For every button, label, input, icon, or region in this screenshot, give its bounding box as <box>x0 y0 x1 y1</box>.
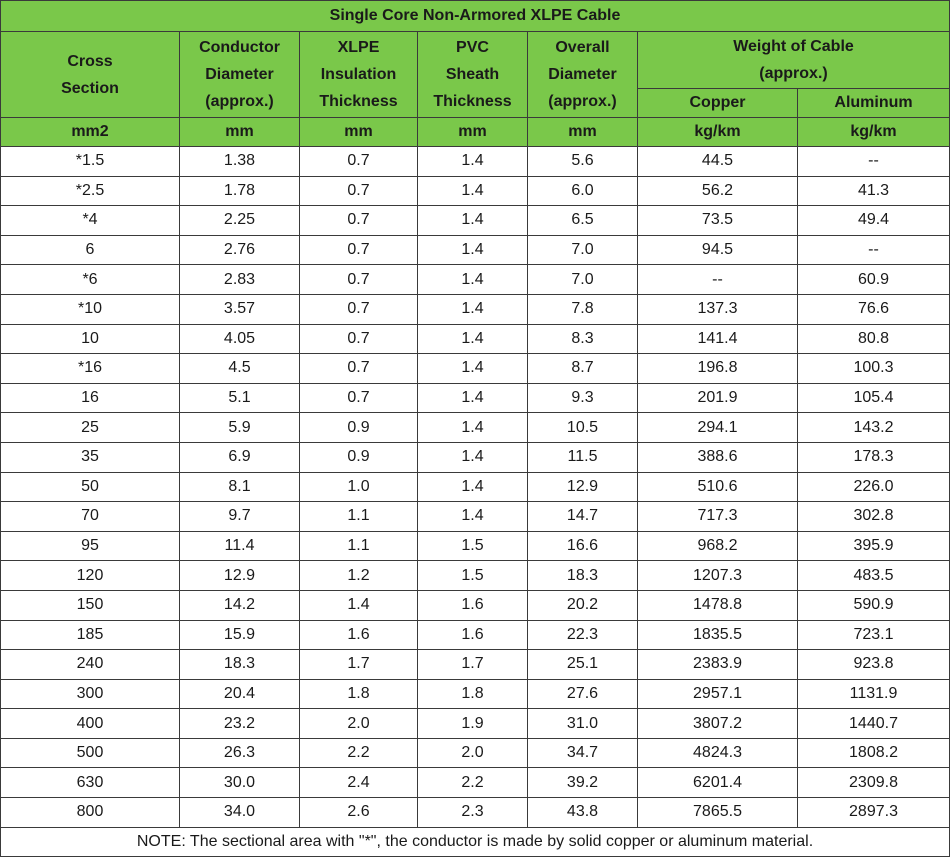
table-cell: 1.7 <box>300 650 418 680</box>
table-cell: 6.5 <box>528 206 638 236</box>
table-row <box>1 206 950 236</box>
table-row <box>1 650 950 680</box>
unit-cell: mm <box>180 118 300 147</box>
table-cell: 1.4 <box>418 442 528 472</box>
table-cell: 18.3 <box>528 561 638 591</box>
table-cell: 1.6 <box>418 620 528 650</box>
table-cell: 500 <box>1 738 180 768</box>
table-cell: 5.9 <box>180 413 300 443</box>
table-cell: 10 <box>1 324 180 354</box>
table-cell: 1.4 <box>418 265 528 295</box>
table-cell: 2.0 <box>300 709 418 739</box>
table-cell: 30.0 <box>180 768 300 798</box>
table-cell: 143.2 <box>798 413 950 443</box>
table-cell: 7.0 <box>528 235 638 265</box>
table-cell: 968.2 <box>638 531 798 561</box>
table-row <box>1 620 950 650</box>
table-cell: 630 <box>1 768 180 798</box>
table-cell: 12.9 <box>180 561 300 591</box>
table-cell: 2.76 <box>180 235 300 265</box>
table-cell: 0.7 <box>300 176 418 206</box>
table-cell: 2957.1 <box>638 679 798 709</box>
table-cell: 483.5 <box>798 561 950 591</box>
table-cell: 1.5 <box>418 531 528 561</box>
table-cell: 3.57 <box>180 294 300 324</box>
table-cell: 1.1 <box>300 531 418 561</box>
table-row <box>1 324 950 354</box>
table-cell: 1.6 <box>300 620 418 650</box>
table-cell: 1.4 <box>418 206 528 236</box>
table-cell: 400 <box>1 709 180 739</box>
table-cell: 1.4 <box>418 324 528 354</box>
table-cell: 100.3 <box>798 354 950 384</box>
table-row <box>1 265 950 295</box>
table-cell: -- <box>798 147 950 177</box>
table-cell: 0.7 <box>300 147 418 177</box>
table-row <box>1 176 950 206</box>
table-cell: 16.6 <box>528 531 638 561</box>
table-cell: 5.6 <box>528 147 638 177</box>
table-cell: 80.8 <box>798 324 950 354</box>
table-cell: 2.6 <box>300 798 418 828</box>
table-cell: 800 <box>1 798 180 828</box>
table-cell: 1.9 <box>418 709 528 739</box>
table-cell: 141.4 <box>638 324 798 354</box>
table-cell: 395.9 <box>798 531 950 561</box>
table-cell: 201.9 <box>638 383 798 413</box>
header-overall-diameter: Overall Diameter (approx.) <box>528 32 638 118</box>
table-cell: 6 <box>1 235 180 265</box>
table-cell: 50 <box>1 472 180 502</box>
table-cell: *16 <box>1 354 180 384</box>
table-cell: 1.5 <box>418 561 528 591</box>
table-cell: 717.3 <box>638 502 798 532</box>
table-cell: 120 <box>1 561 180 591</box>
table-cell: 95 <box>1 531 180 561</box>
table-cell: 20.2 <box>528 590 638 620</box>
table-cell: 1808.2 <box>798 738 950 768</box>
table-cell: 18.3 <box>180 650 300 680</box>
table-cell: 150 <box>1 590 180 620</box>
table-cell: 1.78 <box>180 176 300 206</box>
table-cell: 1.4 <box>418 413 528 443</box>
table-cell: 2.25 <box>180 206 300 236</box>
table-cell: 294.1 <box>638 413 798 443</box>
table-cell: 1.4 <box>418 354 528 384</box>
table-cell: 2897.3 <box>798 798 950 828</box>
table-row <box>1 354 950 384</box>
table-cell: 34.0 <box>180 798 300 828</box>
units-row <box>1 118 950 147</box>
table-cell: 185 <box>1 620 180 650</box>
table-cell: 35 <box>1 442 180 472</box>
table-cell: 10.5 <box>528 413 638 443</box>
table-cell: 4.5 <box>180 354 300 384</box>
unit-cell: mm <box>418 118 528 147</box>
table-cell: 23.2 <box>180 709 300 739</box>
table-cell: 1.4 <box>418 176 528 206</box>
header-copper: Copper <box>638 89 798 118</box>
table-cell: 20.4 <box>180 679 300 709</box>
table-cell: 2.0 <box>418 738 528 768</box>
table-cell: 31.0 <box>528 709 638 739</box>
table-cell: 590.9 <box>798 590 950 620</box>
table-cell: 0.7 <box>300 383 418 413</box>
table-cell: *1.5 <box>1 147 180 177</box>
table-cell: 25 <box>1 413 180 443</box>
table-cell: 4824.3 <box>638 738 798 768</box>
table-cell: 12.9 <box>528 472 638 502</box>
table-cell: 1207.3 <box>638 561 798 591</box>
table-cell: 1.4 <box>418 472 528 502</box>
table-cell: 1.2 <box>300 561 418 591</box>
table-cell: 105.4 <box>798 383 950 413</box>
table-cell: 0.7 <box>300 235 418 265</box>
table-cell: 302.8 <box>798 502 950 532</box>
header-xlpe-insulation: XLPE Insulation Thickness <box>300 32 418 118</box>
table-row <box>1 679 950 709</box>
table-cell: 1.8 <box>418 679 528 709</box>
table-cell: 0.9 <box>300 442 418 472</box>
table-cell: 27.6 <box>528 679 638 709</box>
header-cross-section: Cross Section <box>1 32 180 118</box>
table-cell: 25.1 <box>528 650 638 680</box>
table-cell: 1.4 <box>418 235 528 265</box>
table-body <box>1 147 950 828</box>
table-cell: 0.7 <box>300 324 418 354</box>
table-cell: 510.6 <box>638 472 798 502</box>
table-row <box>1 147 950 177</box>
table-cell: 7.8 <box>528 294 638 324</box>
table-row <box>1 561 950 591</box>
table-row <box>1 738 950 768</box>
unit-cell: mm2 <box>1 118 180 147</box>
table-cell: 2309.8 <box>798 768 950 798</box>
table-cell: 1.8 <box>300 679 418 709</box>
table-cell: 6.9 <box>180 442 300 472</box>
table-cell: 8.1 <box>180 472 300 502</box>
unit-cell: kg/km <box>638 118 798 147</box>
table-cell: 0.9 <box>300 413 418 443</box>
header-aluminum: Aluminum <box>798 89 950 118</box>
header-pvc-sheath: PVC Sheath Thickness <box>418 32 528 118</box>
table-cell: -- <box>798 235 950 265</box>
table-cell: 15.9 <box>180 620 300 650</box>
table-cell: 0.7 <box>300 354 418 384</box>
table-cell: 70 <box>1 502 180 532</box>
table-cell: 1.4 <box>418 383 528 413</box>
table-cell: 8.3 <box>528 324 638 354</box>
table-cell: 44.5 <box>638 147 798 177</box>
table-cell: 22.3 <box>528 620 638 650</box>
table-cell: 49.4 <box>798 206 950 236</box>
table-row <box>1 235 950 265</box>
table-cell: *10 <box>1 294 180 324</box>
table-row <box>1 383 950 413</box>
table-row <box>1 768 950 798</box>
table-cell: 1131.9 <box>798 679 950 709</box>
unit-cell: mm <box>528 118 638 147</box>
table-cell: 6.0 <box>528 176 638 206</box>
table-cell: 1.4 <box>418 502 528 532</box>
table-cell: 14.7 <box>528 502 638 532</box>
table-cell: 1.0 <box>300 472 418 502</box>
table-cell: 137.3 <box>638 294 798 324</box>
table-cell: 16 <box>1 383 180 413</box>
table-cell: 1.38 <box>180 147 300 177</box>
header-weight-of-cable: Weight of Cable (approx.) <box>638 32 950 89</box>
table-cell: 60.9 <box>798 265 950 295</box>
table-cell: 26.3 <box>180 738 300 768</box>
table-cell: 11.4 <box>180 531 300 561</box>
table-row <box>1 442 950 472</box>
table-cell: 6201.4 <box>638 768 798 798</box>
unit-cell: mm <box>300 118 418 147</box>
table-cell: 723.1 <box>798 620 950 650</box>
table-cell: 1.4 <box>300 590 418 620</box>
table-cell: -- <box>638 265 798 295</box>
table-cell: 1.1 <box>300 502 418 532</box>
table-row <box>1 294 950 324</box>
table-cell: *4 <box>1 206 180 236</box>
table-cell: 2.2 <box>418 768 528 798</box>
table-title: Single Core Non-Armored XLPE Cable <box>1 1 950 32</box>
table-cell: 34.7 <box>528 738 638 768</box>
table-cell: 76.6 <box>798 294 950 324</box>
table-cell: 0.7 <box>300 294 418 324</box>
table-cell: 1835.5 <box>638 620 798 650</box>
table-cell: 2.2 <box>300 738 418 768</box>
table-cell: 73.5 <box>638 206 798 236</box>
table-cell: 1.6 <box>418 590 528 620</box>
table-cell: 4.05 <box>180 324 300 354</box>
table-cell: 8.7 <box>528 354 638 384</box>
table-row <box>1 798 950 828</box>
table-row <box>1 502 950 532</box>
table-cell: 226.0 <box>798 472 950 502</box>
unit-cell: kg/km <box>798 118 950 147</box>
table-cell: 1440.7 <box>798 709 950 739</box>
table-cell: 0.7 <box>300 206 418 236</box>
table-cell: 39.2 <box>528 768 638 798</box>
table-cell: 2.3 <box>418 798 528 828</box>
table-cell: 178.3 <box>798 442 950 472</box>
table-cell: *6 <box>1 265 180 295</box>
table-row <box>1 590 950 620</box>
table-cell: 1.4 <box>418 147 528 177</box>
table-cell: 9.3 <box>528 383 638 413</box>
table-cell: 2.4 <box>300 768 418 798</box>
table-row <box>1 413 950 443</box>
table-cell: 5.1 <box>180 383 300 413</box>
table-cell: 7865.5 <box>638 798 798 828</box>
table-cell: 43.8 <box>528 798 638 828</box>
table-row <box>1 531 950 561</box>
table-cell: 388.6 <box>638 442 798 472</box>
table-cell: 11.5 <box>528 442 638 472</box>
header-conductor-diameter: Conductor Diameter (approx.) <box>180 32 300 118</box>
table-cell: 1.4 <box>418 294 528 324</box>
footnote: NOTE: The sectional area with "*", the conductor is made by solid copper or aluminum material. <box>1 827 950 856</box>
table-cell: 94.5 <box>638 235 798 265</box>
table-cell: *2.5 <box>1 176 180 206</box>
table-cell: 3807.2 <box>638 709 798 739</box>
table-row <box>1 709 950 739</box>
table-cell: 923.8 <box>798 650 950 680</box>
table-cell: 9.7 <box>180 502 300 532</box>
table-header <box>1 1 950 147</box>
table-cell: 300 <box>1 679 180 709</box>
table-cell: 14.2 <box>180 590 300 620</box>
table-cell: 1.7 <box>418 650 528 680</box>
table-cell: 41.3 <box>798 176 950 206</box>
table-cell: 0.7 <box>300 265 418 295</box>
table-cell: 1478.8 <box>638 590 798 620</box>
table-cell: 2.83 <box>180 265 300 295</box>
table-cell: 56.2 <box>638 176 798 206</box>
table-cell: 7.0 <box>528 265 638 295</box>
table-row <box>1 472 950 502</box>
table-cell: 2383.9 <box>638 650 798 680</box>
table-cell: 196.8 <box>638 354 798 384</box>
table-cell: 240 <box>1 650 180 680</box>
